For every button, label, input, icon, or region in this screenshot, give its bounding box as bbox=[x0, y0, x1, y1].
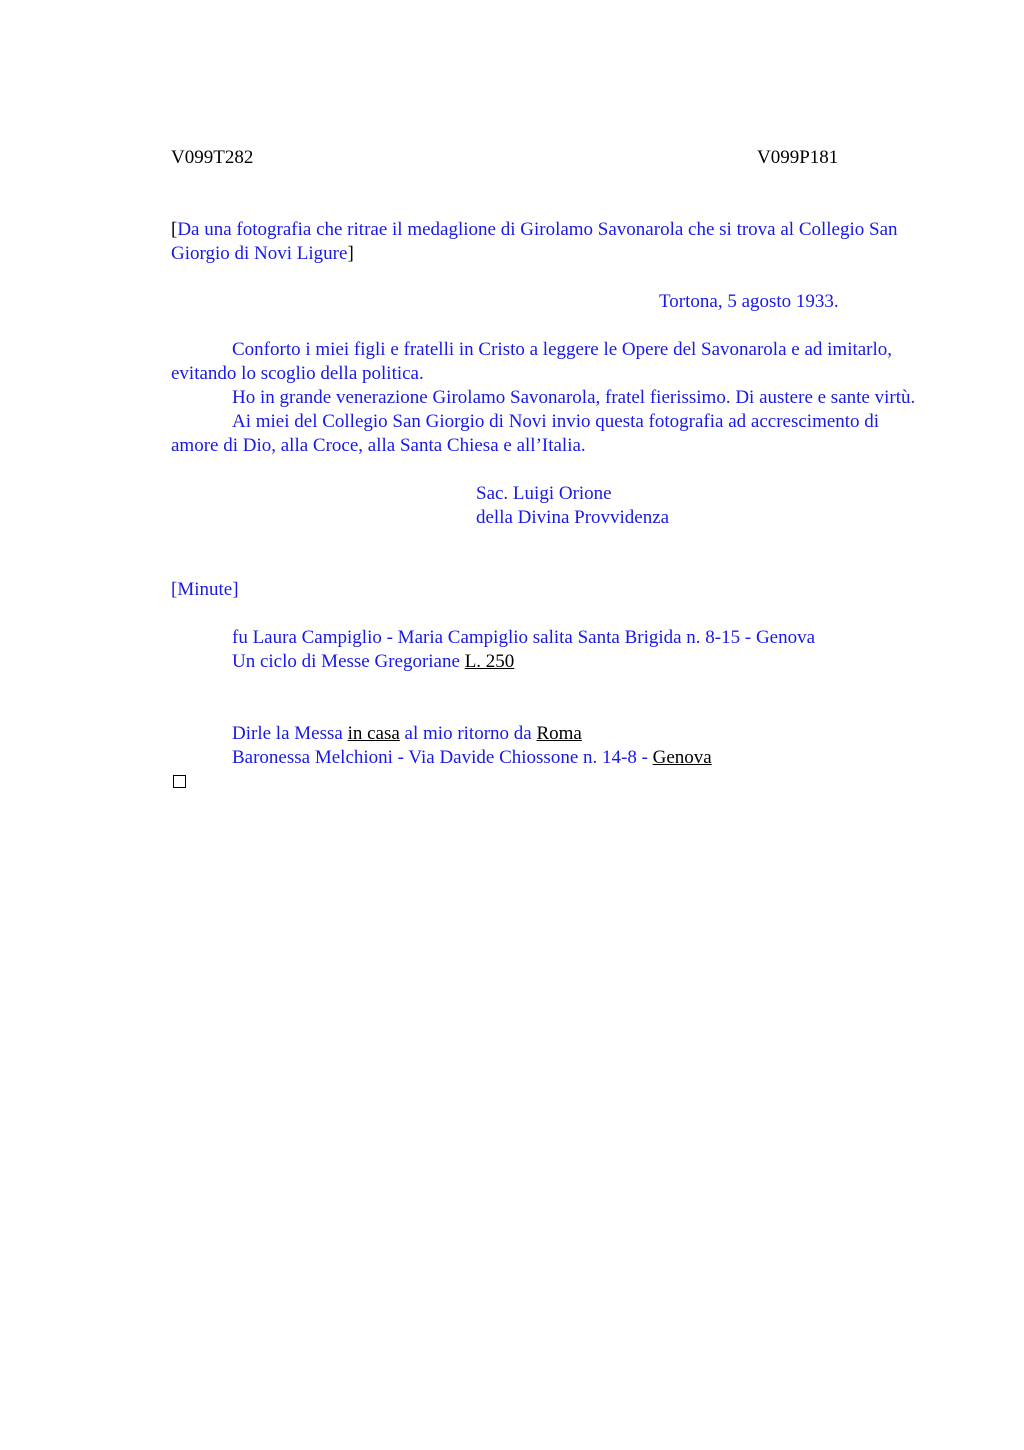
minute-entry-melchioni bbox=[171, 722, 931, 770]
address-city: Genova bbox=[652, 747, 712, 768]
mass-note-roma: Roma bbox=[536, 723, 582, 744]
signature-title: della Divina Provvidenza bbox=[476, 507, 670, 528]
signature-block bbox=[171, 482, 931, 530]
minute-entry-line bbox=[232, 650, 931, 674]
volume-text-code: V099T282 bbox=[171, 147, 254, 168]
open-bracket: [ bbox=[171, 219, 178, 240]
mass-cycle-text: Un ciclo di Messe Gregoriane bbox=[232, 651, 465, 672]
document-header bbox=[171, 144, 931, 170]
editorial-note-text: Da una fotografia che ritrae il medaglione di Girolamo Savonarola che si trova al Collegio San Giorgio di Novi Ligure bbox=[171, 219, 898, 264]
address-text: Baronessa Melchioni - Via Davide Chiossone n. 14-8 - bbox=[232, 747, 653, 768]
minute-entry-campiglio bbox=[171, 626, 931, 674]
minute-entry-line bbox=[232, 746, 931, 770]
minute-entry-line: fu Laura Campiglio - Maria Campiglio salita Santa Brigida n. 8-15 - Genova bbox=[232, 627, 816, 648]
document-page bbox=[171, 144, 931, 788]
mass-cycle-amount: L. 250 bbox=[464, 651, 515, 672]
letter-paragraph: Ai miei del Collegio San Giorgio di Novi invio questa fotografia ad accrescimento di amore di Dio, alla Croce, alla Santa Chiesa e all’Italia. bbox=[171, 411, 880, 456]
letter-date: Tortona, 5 agosto 1933. bbox=[659, 291, 839, 312]
end-box-icon bbox=[173, 775, 186, 788]
letter-paragraph: Conforto i miei figli e fratelli in Cristo a leggere le Opere del Savonarola e ad imitarlo, evitando lo scoglio della politica. bbox=[171, 339, 893, 384]
mass-note-a: Dirle la Messa bbox=[232, 723, 348, 744]
editorial-note bbox=[171, 218, 931, 266]
minute-entry-line bbox=[232, 722, 931, 746]
volume-page-code: V099P181 bbox=[757, 147, 839, 168]
mass-note-c: al mio ritorno da bbox=[399, 723, 537, 744]
letter-paragraph: Ho in grande venerazione Girolamo Savonarola, fratel fierissimo. Di austere e sante virtù. bbox=[232, 387, 916, 408]
close-bracket: ] bbox=[347, 243, 354, 264]
letter-body bbox=[171, 338, 931, 458]
mass-note-in-casa: in casa bbox=[347, 723, 400, 744]
signature-name: Sac. Luigi Orione bbox=[476, 483, 612, 504]
minute-heading: [Minute] bbox=[171, 579, 239, 600]
